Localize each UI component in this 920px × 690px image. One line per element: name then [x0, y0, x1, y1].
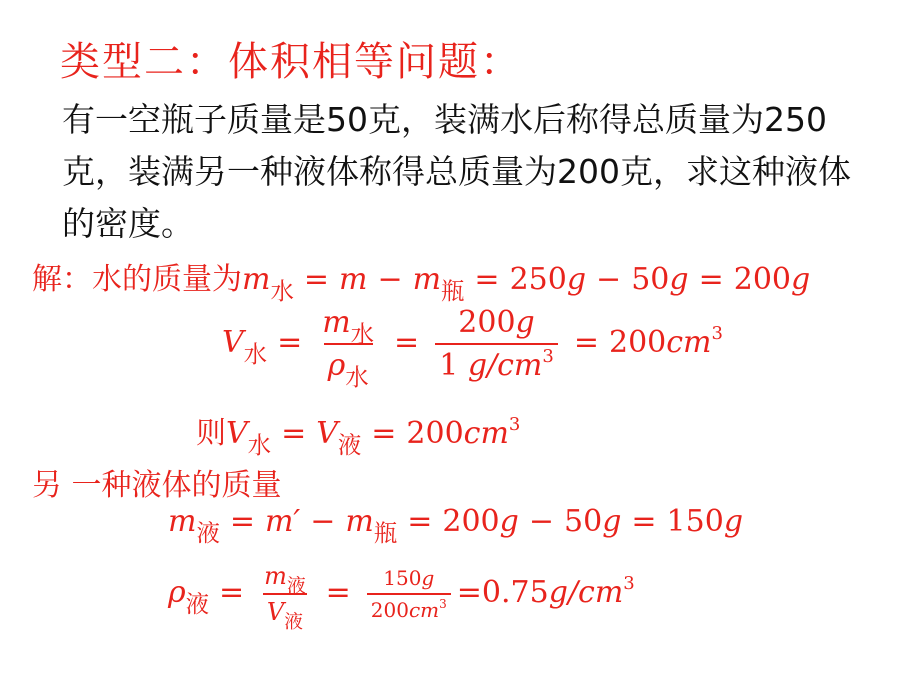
problem-statement: 有一空瓶子质量是50克，装满水后称得总质量为250克，装满另一种液体称得总质量为200克，求这种液体的密度。	[62, 100, 851, 243]
bottle-full-mass: 250	[509, 262, 567, 297]
equal-volume-line: 则$V_水 = V_液 = 200cm^3$	[196, 413, 521, 459]
liquid-volume-den: 200	[370, 598, 409, 622]
liquid-mass-equation: $m_液 = m' - m_瓶 = 200g - 50g = 150g$	[168, 504, 744, 547]
water-density: 1	[439, 348, 459, 383]
water-volume-result: 200	[608, 325, 667, 360]
water-mass-label: 水的质量为	[92, 262, 242, 297]
liquid-density-result: =0.75	[456, 575, 549, 610]
mass-over-density-fraction: $\frac{m_水}{\rho_水}$	[322, 305, 375, 391]
total-liquid-mass: 200	[442, 504, 500, 539]
liquid-density-equation: $\rho_液$ = $\frac{m_液}{V_液}$ = $\frac{150g}{200cm^3}$ $=0.75g/cm^3$	[168, 562, 635, 633]
liquid-volume: 200	[406, 416, 464, 451]
solution-prefix: 解：	[32, 262, 92, 297]
water-mass-result: 200	[733, 262, 791, 297]
then-label: 则	[196, 416, 226, 451]
bottle-mass-2: 50	[564, 504, 603, 539]
liquid-mass-over-volume: $\frac{m_液}{V_液}$	[264, 562, 306, 633]
water-mass-num: 200	[458, 305, 516, 340]
liquid-mass-result: 150	[666, 504, 724, 539]
bottle-mass: 50	[631, 262, 670, 297]
liquid-numeric-fraction: $\frac{150g}{200cm^3}$	[367, 566, 451, 622]
page-title: 类型二：体积相等问题：	[60, 39, 522, 85]
liquid-mass-heading: 另 一种液体的质量	[32, 468, 282, 503]
liquid-mass-num: 150	[383, 566, 422, 590]
numeric-fraction: $\frac{200g}{1 g/cm^3}$	[435, 305, 558, 383]
solution-line-1: 解：水的质量为$m_水 = m - m_瓶 = 250g - 50g = 200g$	[32, 262, 811, 305]
water-volume-equation: $V_水$ = $\frac{m_水}{\rho_水}$ = $\frac{200g}{1 g/cm^3}$ = $200cm^3$	[222, 305, 723, 391]
